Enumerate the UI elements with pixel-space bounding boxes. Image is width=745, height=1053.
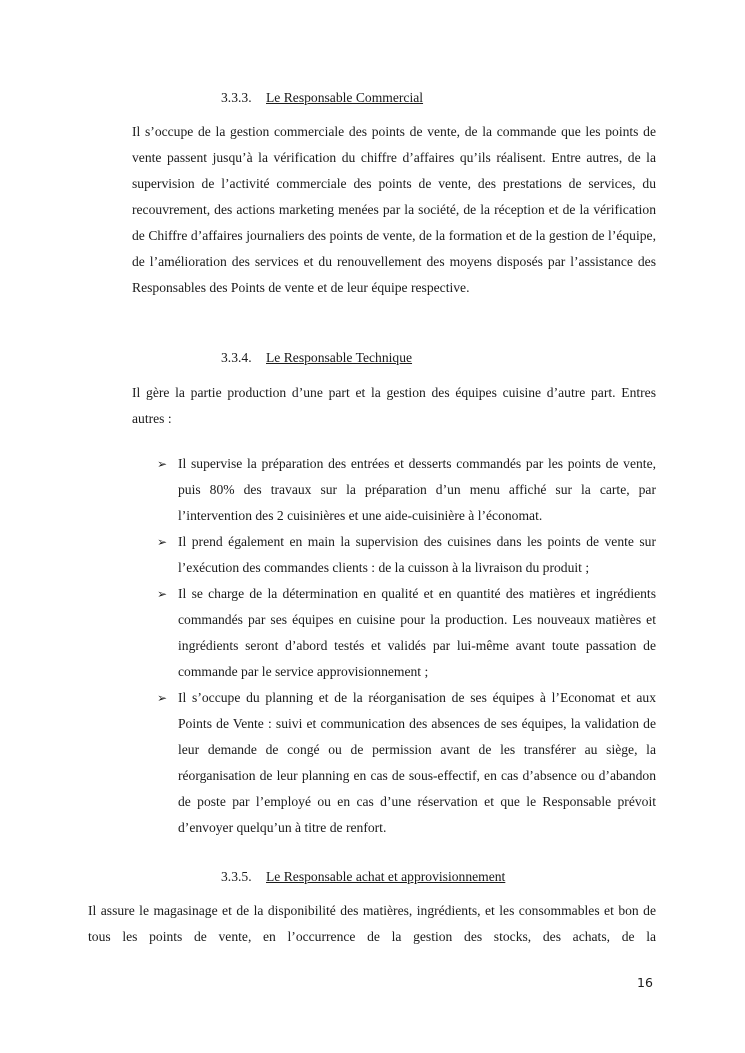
list-item [157,529,656,581]
section-heading-3-3-3 [221,89,423,107]
list-item-text: Il prend également en main la supervision des cuisines dans les points de vente sur l’exécution des commandes clients : de la cuisson à la livraison du produit ; [178,534,656,575]
section-title: Le Responsable Commercial [266,90,424,105]
page-number: 16 [637,975,653,990]
section-heading-3-3-4 [221,349,412,367]
section-number: 3.3.5. [221,869,252,884]
list-item-text: Il se charge de la détermination en qualité et en quantité des matières et ingrédients commandés par ses équipes en cuisine pour la production. Les nouveaux matières et ingrédients seront d’abord testés et validés par lui-même avant toute passation de commande par le service approvisionnement ; [178,586,656,679]
list-item-text: Il s’occupe du planning et de la réorganisation de ses équipes à l’Economat et aux Points de Vente : suivi et communication des absences de ses équipes, la validation de leur demande de congé ou de permission avant de les transférer au siège, la réorganisation de leur planning en cas de sous-effectif, en cas d’absence ou d’abandon de poste par l’employé ou en cas d’une réservation et que le Responsable prévoit d’envoyer quelqu’un à titre de renfort. [178,690,656,835]
section-title: Le Responsable Technique [266,350,413,365]
list-item [157,581,656,685]
list-item-text: Il supervise la préparation des entrées et desserts commandés par les points de vente, puis 80% des travaux sur la préparation d’un menu affiché sur la carte, par l’intervention des 2 cuisinières et une aide-cuisinière à l’économat. [178,456,656,523]
section-number: 3.3.3. [221,90,252,105]
paragraph-responsable-achat: Il assure le magasinage et de la disponibilité des matières, ingrédients, et les consommables et bon de tous les points de vente, en l’occurrence de la gestion des stocks, des achats, de la [88,903,656,944]
list-item [157,685,656,841]
bullet-list-technique [157,451,656,841]
section-title: Le Responsable achat et approvisionnement [266,869,506,884]
arrow-bullet-icon: ➢ [157,535,168,549]
arrow-bullet-icon: ➢ [157,587,168,601]
section-heading-3-3-5 [221,868,505,886]
paragraph-responsable-commercial: Il s’occupe de la gestion commerciale des points de vente, de la commande que les points de vente passent jusqu’à la vérification du chiffre d’affaires qu’ils réalisent. Entre autres, de la supervision de l’activité commerciale des points de vente, des prestations de services, du recouvrement, des actions marketing menées par la société, de la réception et de la vérification de Chiffre d’affaires journaliers des points de vente, de la formation et de la gestion de l’équipe, de l’amélioration des services et du renouvellement des moyens disposés par l’assistance des Responsables des Points de vente et de leur équipe respective. [132,124,656,295]
paragraph-responsable-technique: Il gère la partie production d’une part et la gestion des équipes cuisine d’autre part. Entres autres : [132,385,656,426]
section-number: 3.3.4. [221,350,252,365]
list-item [157,451,656,529]
arrow-bullet-icon: ➢ [157,691,168,705]
arrow-bullet-icon: ➢ [157,457,168,471]
